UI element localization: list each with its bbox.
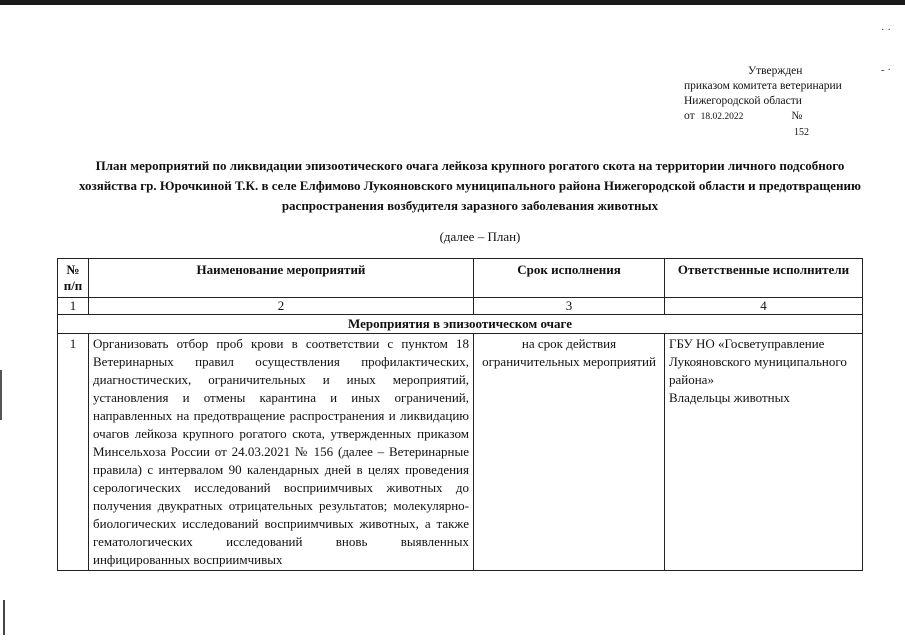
approval-number: 152 — [794, 127, 809, 138]
row-activity: Организовать отбор проб крови в соответствии с пунктом 18 Ветеринарных правил осуществления профилактических, диагностических, ограничительных и иных мероприятий, установления и отмены карантина и иных ограничений, направленных на предотвращение распространения и ликвидацию очагов лейкоза крупного рогатого скота, утвержденных приказом Минсельхоза России от 24.03.2021 № 156 (далее – Ветеринарные правила) с интервалом 90 календарных дней в целях проведения серологических исследований восприимчивых животных до получения двукратных отрицательных результатов; молекулярно-биологических исследований восприимчивых животных, а также гематологических исследований вновь выявленных инфицированных восприимчивых — [89, 334, 474, 571]
approval-date-line — [684, 109, 894, 125]
header-deadline: Срок исполнения — [474, 259, 665, 298]
approval-date: 18.02.2022 — [700, 112, 744, 122]
table-header-row — [58, 259, 863, 298]
plan-table — [57, 258, 863, 571]
scan-edge-marks: · · - · — [880, 24, 891, 76]
column-number: 4 — [665, 298, 863, 315]
header-executors: Ответственные исполнители — [665, 259, 863, 298]
row-executor-1: ГБУ НО «Госветуправление Лукояновского муниципального района» — [669, 336, 847, 387]
approval-line-region: Нижегородской области — [684, 95, 802, 107]
scan-left-mark — [0, 370, 2, 420]
approval-line-order: приказом комитета ветеринарии — [684, 80, 842, 92]
row-deadline: на срок действия ограничительных мероприятий — [474, 334, 665, 571]
header-activity: Наименование мероприятий — [89, 259, 474, 298]
document-title: План мероприятий по ликвидации эпизоотического очага лейкоза крупного рогатого скота на территории личного подсобного хозяйства гр. Юрочкиной Т.К. в селе Елфимово Лукояновского муниципального района Нижегородской области и предотвращению распространения возбудителя заразного заболевания животных — [79, 158, 861, 213]
row-number: 1 — [58, 334, 89, 571]
approval-date-prefix: от — [684, 110, 695, 122]
scan-top-border — [0, 0, 905, 5]
section-title: Мероприятия в эпизоотическом очаге — [58, 315, 863, 334]
document-subtitle: (далее – План) — [439, 229, 521, 244]
approval-number-prefix: № — [791, 110, 803, 122]
column-number: 2 — [89, 298, 474, 315]
column-number: 3 — [474, 298, 665, 315]
header-number: № п/п — [58, 259, 89, 298]
scan-left-mark-bottom — [3, 600, 5, 635]
approval-stamp — [684, 64, 894, 140]
row-executor-2: Владельцы животных — [669, 390, 790, 405]
table-row — [58, 334, 863, 571]
section-row — [58, 315, 863, 334]
column-number-row — [58, 298, 863, 315]
approval-line-approved: Утвержден — [748, 65, 803, 77]
row-executors — [665, 334, 863, 571]
column-number: 1 — [58, 298, 89, 315]
